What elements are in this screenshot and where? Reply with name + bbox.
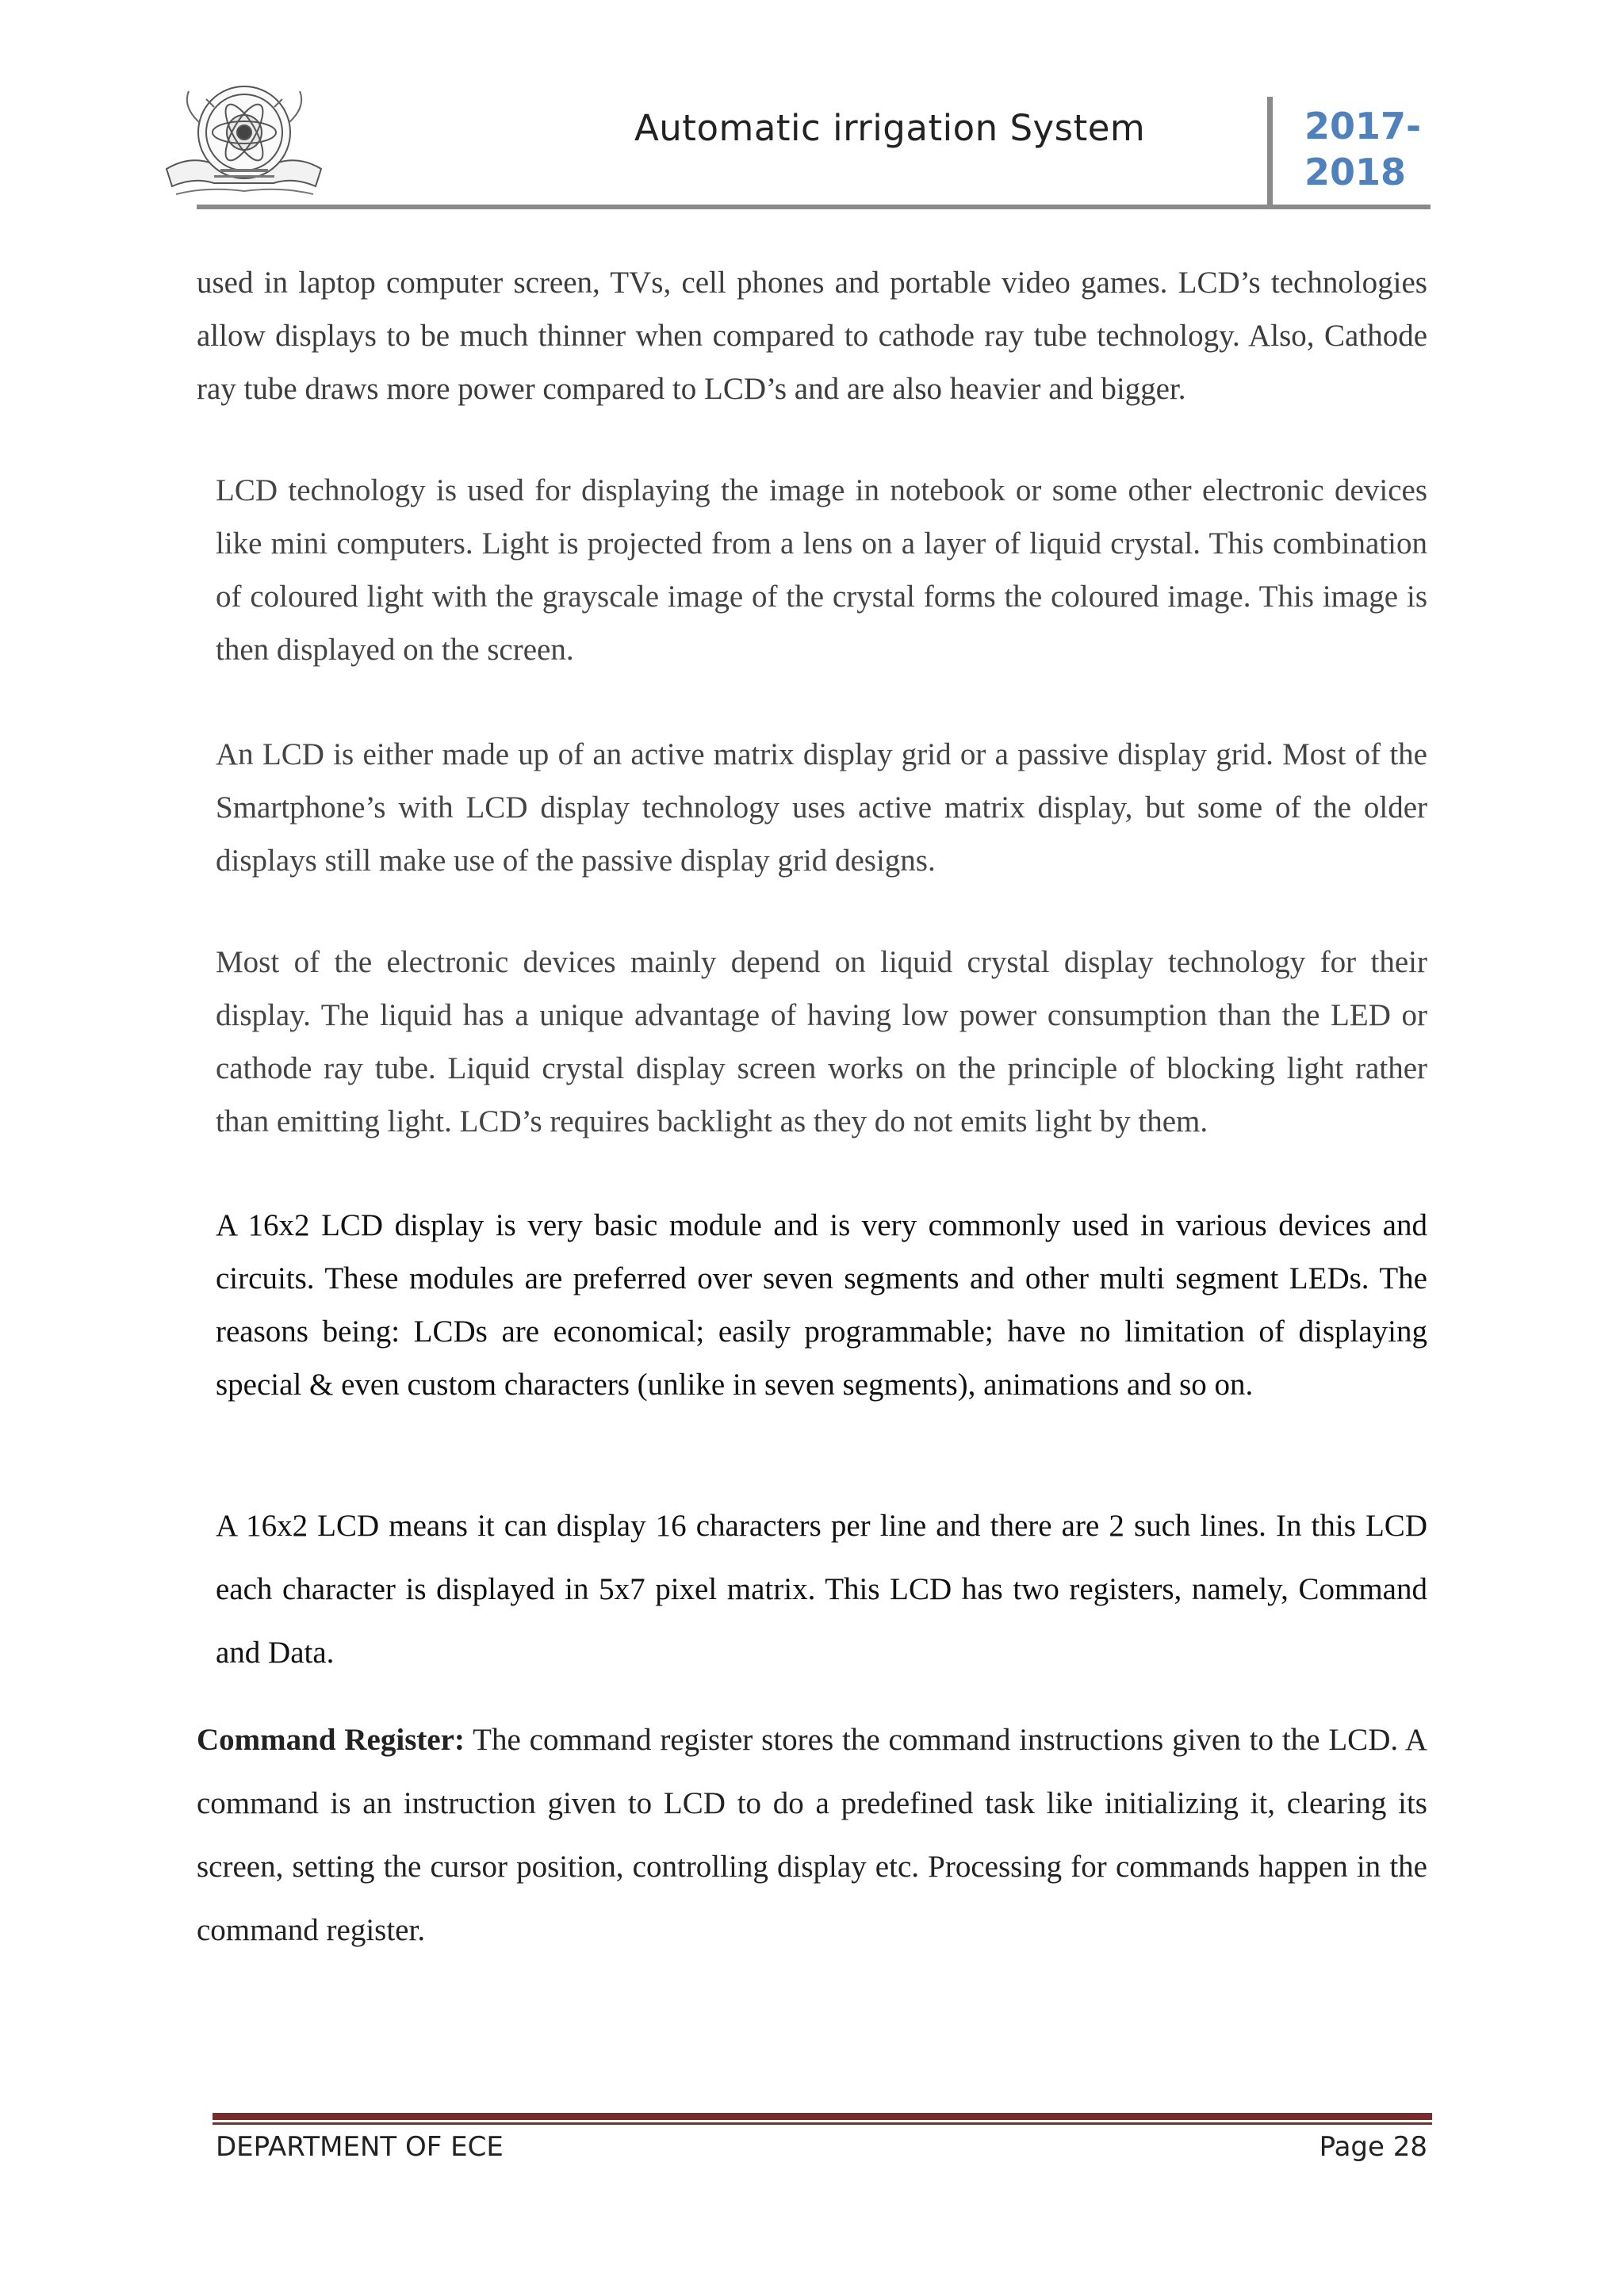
paragraph-lcd-power: Most of the electronic devices mainly depend on liquid crystal display technology for their display. The liquid has a unique advantage of having low power consumption than the LED or cathode ray tube. Liquid crystal display screen works on the principle of blocking light rather than emitting light. LCD’s requires backlight as they do not emits light by them. bbox=[216, 945, 1427, 1138]
document-title: Automatic irrigation System bbox=[634, 107, 1146, 149]
paragraph-16x2-registers: A 16x2 LCD means it can display 16 characters per line and there are 2 such lines. In this LCD each character is displayed in 5x7 pixel matrix. This LCD has two registers, namely, Command and Data. bbox=[216, 1509, 1427, 1670]
college-emblem-icon bbox=[159, 75, 329, 210]
footer-rule-thin bbox=[213, 2122, 1432, 2125]
paragraph-lcd-usage: used in laptop computer screen, TVs, cell phones and portable video games. LCD’s technologies allow displays to be much thinner when compared to cathode ray tube technology. Also, Cathode ray tube draws more power compared to LCD’s and are also heavier and bigger. bbox=[197, 266, 1427, 406]
page-number: Page 28 bbox=[1319, 2131, 1427, 2163]
command-register-text: The command register stores the command instructions given to the LCD. A command is an instruction given to LCD to do a predefined task like initializing it, clearing its screen, setting the cursor position, controlling display etc. Processing for commands happen in the command register. bbox=[197, 1723, 1427, 1947]
academic-year-start: 2017- bbox=[1304, 105, 1422, 147]
footer-department: DEPARTMENT OF ECE bbox=[216, 2131, 504, 2163]
paragraph-lcd-technology: LCD technology is used for displaying the image in notebook or some other electronic devices like mini computers. Light is projected from a lens on a layer of liquid crystal. This combination of coloured light with the grayscale image of the crystal forms the coloured image. This image is then displayed on the screen. bbox=[216, 473, 1427, 667]
paragraph-command-register bbox=[197, 1709, 1427, 1962]
academic-year bbox=[1304, 103, 1421, 195]
paragraph-16x2-module: A 16x2 LCD display is very basic module and is very commonly used in various devices and circuits. These modules are preferred over seven segments and other multi segment LEDs. The reasons being: LCDs are economical; easily programmable; have no limitation of displaying special & even custom characters (unlike in seven segments), animations and so on. bbox=[216, 1208, 1427, 1402]
header-divider bbox=[1267, 97, 1273, 206]
footer-rule-thick bbox=[213, 2113, 1432, 2120]
academic-year-end: 2018 bbox=[1304, 151, 1407, 193]
paragraph-lcd-matrix: An LCD is either made up of an active matrix display grid or a passive display grid. Most of the Smartphone’s with LCD display technology uses active matrix display, but some of the older displays still make use of the passive display grid designs. bbox=[216, 737, 1427, 878]
header-rule bbox=[197, 205, 1431, 209]
command-register-heading: Command Register: bbox=[197, 1723, 465, 1757]
